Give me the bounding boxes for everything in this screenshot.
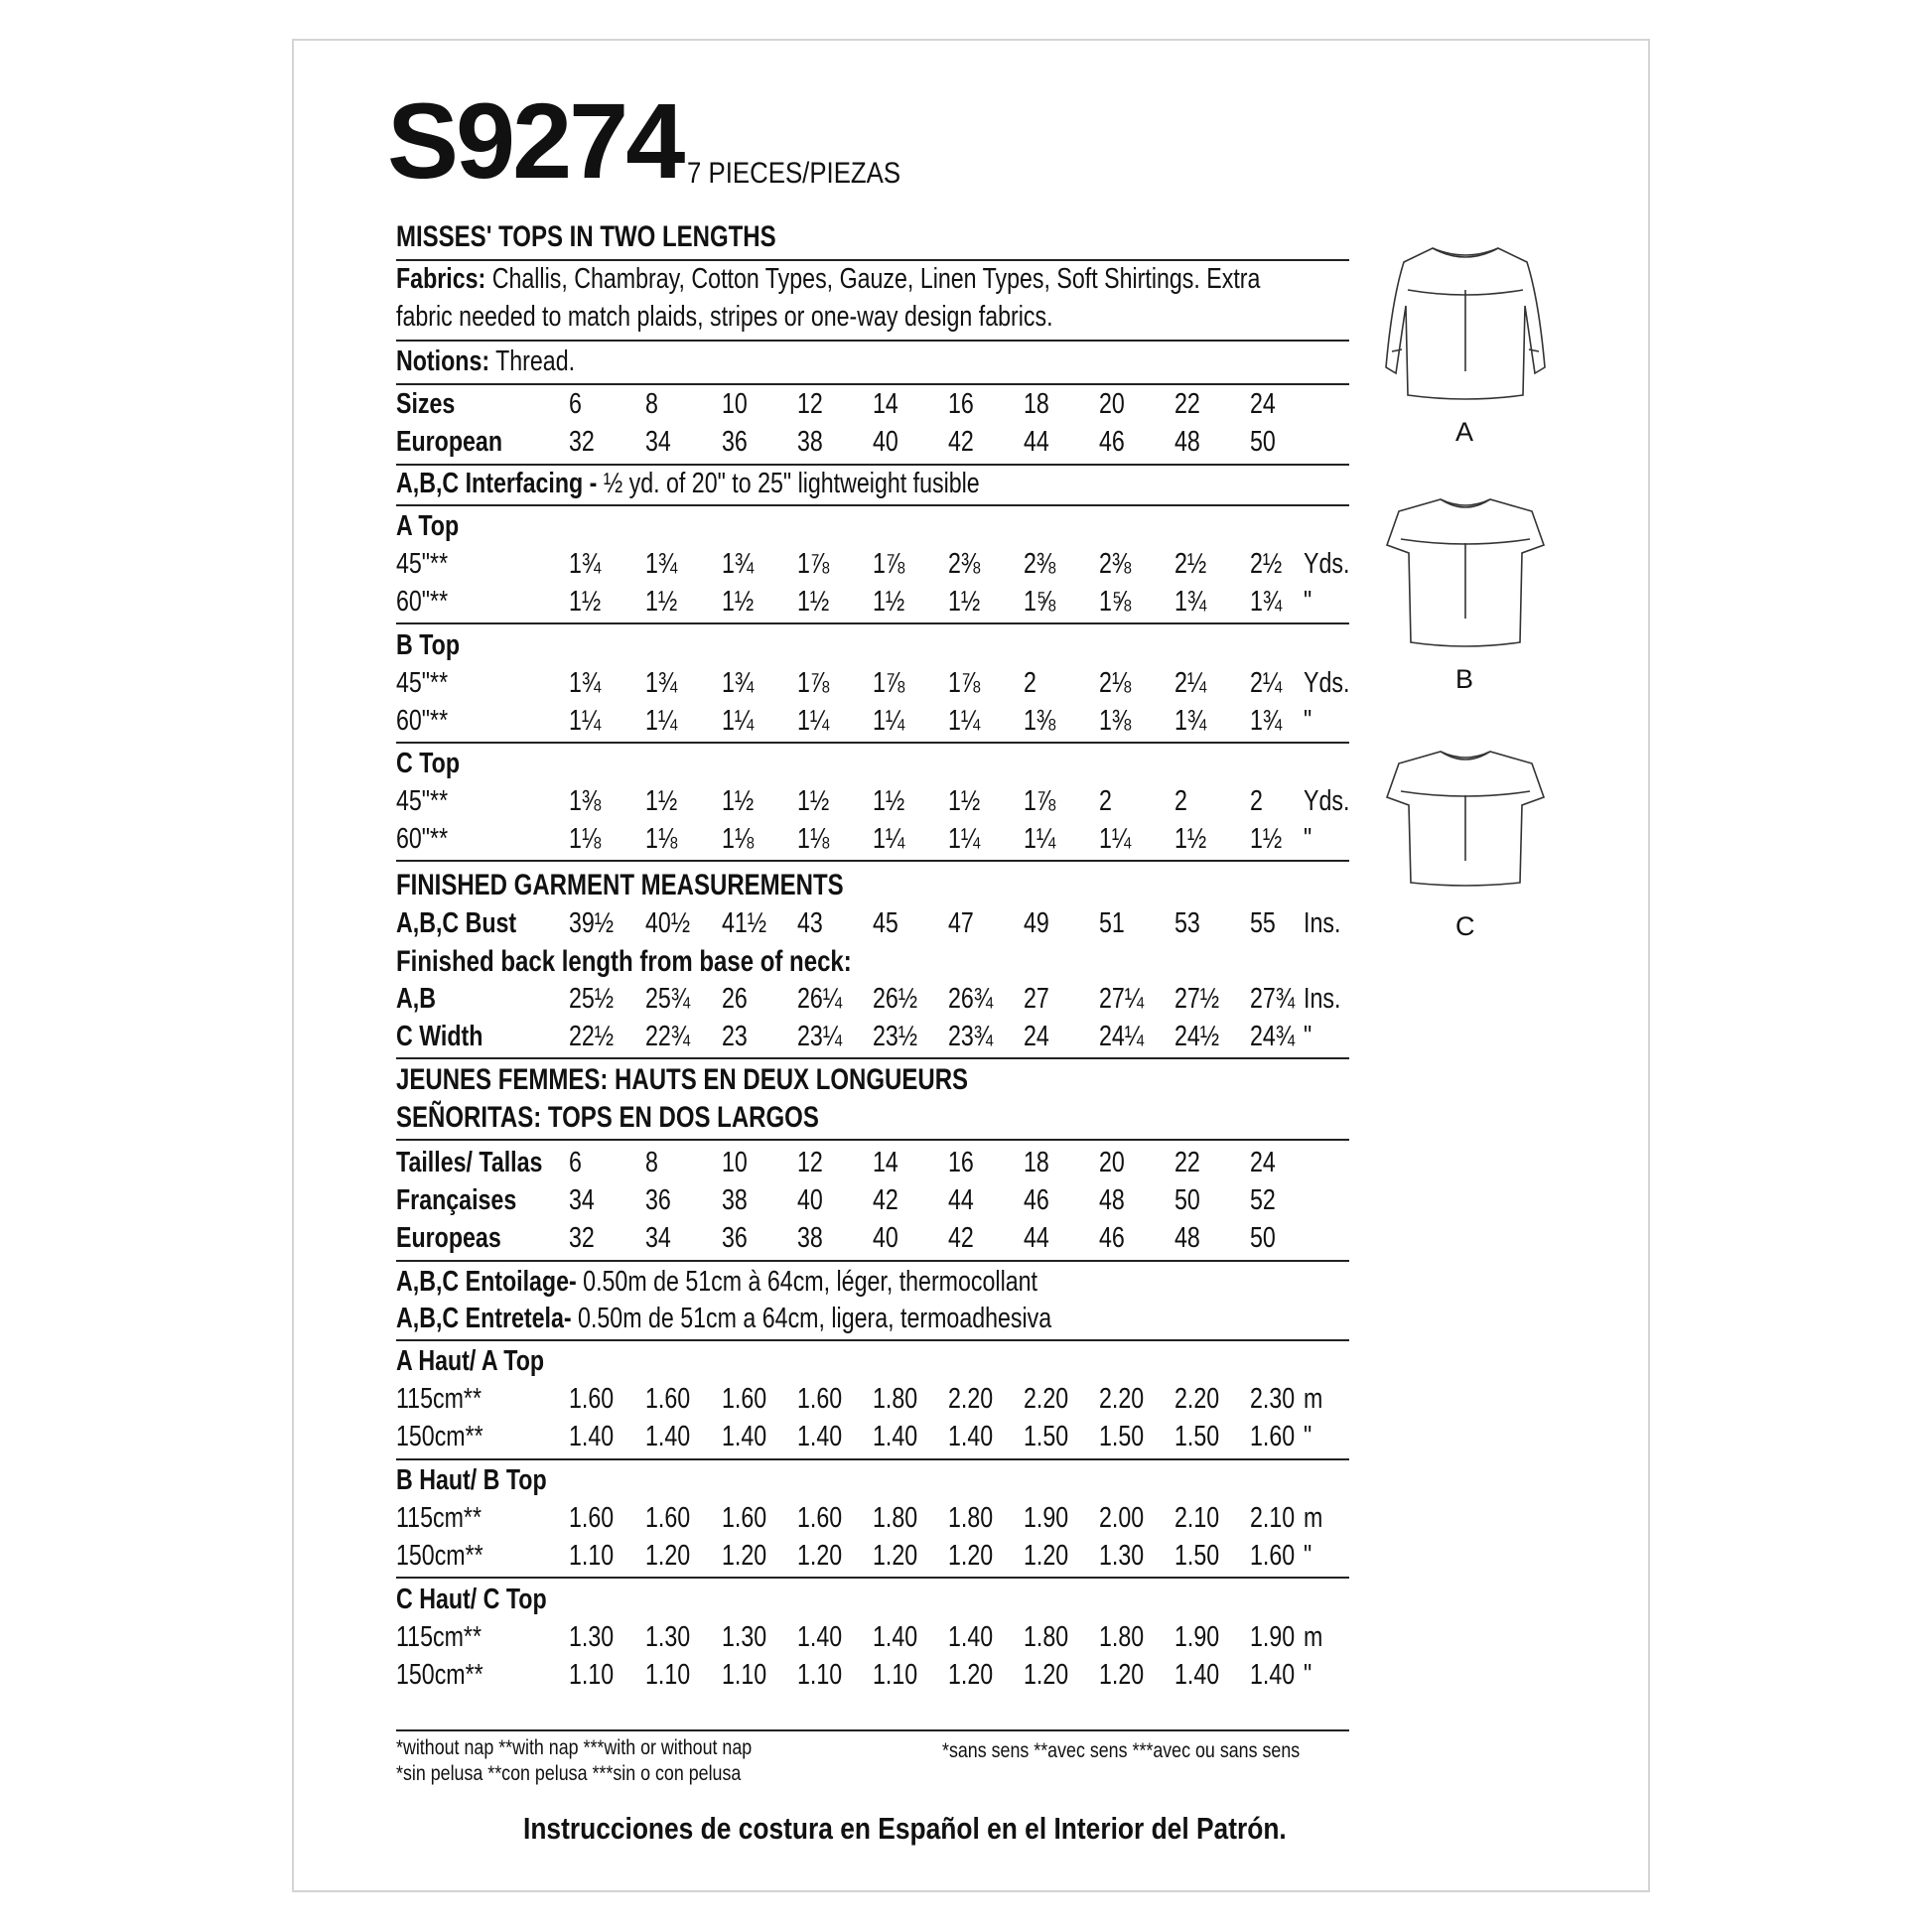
tailles-row-cell: 20 [1099,1147,1125,1178]
metric-row-cell: 2.20 [948,1383,994,1415]
yardage-row-cell: 1¼ [948,823,981,855]
tailles-row-label: Tailles/ Tallas [396,1147,543,1178]
bust-row-cell: 53 [1174,907,1200,939]
metric-row-cell: 1.20 [645,1540,691,1572]
metric-row-cell: 1.20 [1024,1659,1069,1691]
ab-length-row-cell: 26¾ [948,983,994,1015]
yardage-row-cell: 1½ [1174,823,1207,855]
tailles-row-cell: 24 [1250,1147,1276,1178]
yardage-row-unit: Yds. [1304,548,1350,580]
yardage-row-unit: " [1304,823,1312,855]
ab-length-row-cell: 27 [1024,983,1049,1015]
yardage-row-cell: 1⅛ [569,823,602,855]
ab-length-row-unit: Ins. [1304,983,1341,1015]
metric-row-cell: 1.40 [873,1621,918,1653]
ab-length-row-cell: 27¾ [1250,983,1296,1015]
metric-row-cell: 1.60 [645,1502,691,1534]
metric-row-cell: 2.30 [1250,1383,1296,1415]
yardage-row-cell: 1¾ [722,667,755,699]
metric-row-unit: " [1304,1540,1312,1572]
notions-label: Notions: [396,345,490,377]
divider [396,383,1349,385]
sizes-row-label: Sizes [396,388,456,420]
c-width-row-cell: 24¼ [1099,1021,1145,1052]
yardage-row-cell: 1¼ [1099,823,1132,855]
metric-row-cell: 1.50 [1174,1421,1220,1452]
metric-row-cell: 1.20 [722,1540,767,1572]
metric-row-cell: 2.10 [1250,1502,1296,1534]
metric-row-cell: 1.40 [1250,1659,1296,1691]
ab-length-row-cell: 26½ [873,983,918,1015]
divider [396,1577,1349,1579]
yardage-row-cell: 1¾ [1174,586,1207,618]
europeas-row-cell: 50 [1250,1222,1276,1254]
yardage-row-cell: 1⅞ [797,667,830,699]
europeas-row-cell: 42 [948,1222,974,1254]
metric-row-cell: 1.60 [1250,1540,1296,1572]
yardage-row-cell: 1¼ [948,705,981,737]
metric-row-cell: 1.40 [873,1421,918,1452]
bust-row-cell: 49 [1024,907,1049,939]
metric-row-cell: 1.40 [645,1421,691,1452]
yardage-row-cell: 1½ [645,586,678,618]
yardage-row-label: 45"** [396,785,449,817]
european-row-cell: 34 [645,426,671,458]
yardage-row-cell: 2¼ [1250,667,1283,699]
yardage-row-cell: 1¼ [722,705,755,737]
yardage-row-unit: " [1304,586,1312,618]
bust-row-cell: 45 [873,907,898,939]
ab-length-row-cell: 25½ [569,983,615,1015]
c-width-row-cell: 23¼ [797,1021,843,1052]
yardage-row-cell: 1¼ [797,705,830,737]
c-width-row-cell: 23 [722,1021,748,1052]
view-b-letter: B [1455,664,1474,694]
yardage-row-cell: 2⅜ [1024,548,1056,580]
divider [396,1458,1349,1460]
francaises-row-cell: 34 [569,1184,595,1216]
francaises-row-cell: 50 [1174,1184,1200,1216]
metric-row-cell: 1.40 [1174,1659,1220,1691]
metric-row-cell: 1.40 [948,1421,994,1452]
yardage-row-cell: 2½ [1174,548,1207,580]
metric-row-label: 115cm** [396,1502,482,1534]
yardage-row-label: 60"** [396,586,449,618]
yardage-row-cell: 1¾ [1174,705,1207,737]
c-width-row-cell: 22¾ [645,1021,691,1052]
metric-row-cell: 1.20 [797,1540,843,1572]
yardage-row-cell: 1½ [797,785,830,817]
entretela-line [396,1305,1051,1333]
yardage-row-cell: 1½ [1250,823,1283,855]
europeas-row-cell: 46 [1099,1222,1125,1254]
c-width-row-cell: 24½ [1174,1021,1220,1052]
metric-row-cell: 1.60 [1250,1421,1296,1452]
european-row-cell: 44 [1024,426,1049,458]
c-width-row-cell: 22½ [569,1021,615,1052]
yardage-row-cell: 1½ [722,586,755,618]
yardage-row-label: 45"** [396,548,449,580]
metric-row-cell: 1.80 [948,1502,994,1534]
metric-row-cell: 1.30 [645,1621,691,1653]
yardage-row-cell: 1½ [797,586,830,618]
divider [396,1339,1349,1341]
metric-row-label: 150cm** [396,1421,483,1452]
metric-row-cell: 2.20 [1174,1383,1220,1415]
european-row-cell: 48 [1174,426,1200,458]
metric-row-cell: 1.50 [1024,1421,1069,1452]
yardage-row-unit: Yds. [1304,667,1350,699]
metric-row-cell: 1.20 [873,1540,918,1572]
view-a-letter: A [1455,417,1474,447]
metric-row-cell: 1.30 [1099,1540,1145,1572]
europeas-row-cell: 34 [645,1222,671,1254]
bust-row-cell: 41½ [722,907,767,939]
francaises-row-cell: 38 [722,1184,748,1216]
francaises-row-cell: 46 [1024,1184,1049,1216]
bust-row-cell: 39½ [569,907,615,939]
entretela-label: A,B,C Entretela- [396,1303,572,1334]
metric-row-cell: 1.60 [569,1502,615,1534]
yardage-row-cell: 1⅞ [948,667,981,699]
metric-row-cell: 1.60 [797,1502,843,1534]
yardage-row-cell: 1¾ [1250,705,1283,737]
yardage-row-cell: 1¾ [569,667,602,699]
francaises-row-cell: 36 [645,1184,671,1216]
yardage-row-cell: 1⅜ [1024,705,1056,737]
yardage-row-cell: 1¼ [873,823,905,855]
yardage-row-cell: 2 [1250,785,1263,817]
yardage-row-cell: 2 [1174,785,1187,817]
metric-row-cell: 1.40 [797,1621,843,1653]
divider [396,340,1349,342]
metric-row-label: 115cm** [396,1621,482,1653]
european-row-cell: 38 [797,426,823,458]
yardage-row-cell: 2⅛ [1099,667,1132,699]
yardage-row-cell: 1⅞ [873,667,905,699]
yardage-row-cell: 1¾ [569,548,602,580]
metric-row-cell: 1.10 [569,1659,615,1691]
metric-row-cell: 2.00 [1099,1502,1145,1534]
francaises-row-cell: 48 [1099,1184,1125,1216]
metric-row-unit: m [1304,1621,1323,1653]
european-row-cell: 36 [722,426,748,458]
metric-row-cell: 1.10 [873,1659,918,1691]
entoilage-text: 0.50m de 51cm à 64cm, léger, thermocollant [576,1266,1037,1298]
footnote-english: *without nap **with nap ***with or without nap [396,1736,753,1759]
francaises-row-label: Françaises [396,1184,517,1216]
view-heading: B Top [396,629,460,661]
francaises-row-cell: 52 [1250,1184,1276,1216]
europeas-row-label: Europeas [396,1222,501,1254]
sizes-row-cell: 22 [1174,388,1200,420]
entoilage-label: A,B,C Entoilage- [396,1266,577,1298]
metric-row-cell: 1.20 [948,1659,994,1691]
ab-length-row-label: A,B [396,983,436,1015]
divider [396,742,1349,744]
ab-length-row-cell: 27½ [1174,983,1220,1015]
europeas-row-cell: 44 [1024,1222,1049,1254]
yardage-row-cell: 1½ [948,785,981,817]
view-heading: A Haut/ A Top [396,1345,545,1377]
yardage-row-cell: 2⅜ [948,548,981,580]
divider [396,259,1349,261]
metric-row-unit: " [1304,1421,1312,1452]
europeas-row-cell: 48 [1174,1222,1200,1254]
yardage-row-unit: Yds. [1304,785,1350,817]
sizes-row-cell: 12 [797,388,823,420]
yardage-row-cell: 1½ [948,586,981,618]
metric-row-cell: 1.90 [1024,1502,1069,1534]
tailles-row-cell: 14 [873,1147,898,1178]
tailles-row-cell: 22 [1174,1147,1200,1178]
fabrics-label: Fabrics: [396,263,486,295]
yardage-row-cell: 1⅛ [722,823,755,855]
divider [396,622,1349,624]
yardage-row-cell: 2¼ [1174,667,1207,699]
title-french: JEUNES FEMMES: HAUTS EN DEUX LONGUEURS [396,1063,969,1096]
sizes-row-cell: 6 [569,388,582,420]
europeas-row-cell: 38 [797,1222,823,1254]
metric-row-unit: m [1304,1383,1323,1415]
francaises-row-cell: 42 [873,1184,898,1216]
metric-row-cell: 1.30 [569,1621,615,1653]
metric-row-label: 150cm** [396,1659,483,1691]
metric-row-cell: 1.60 [722,1502,767,1534]
metric-row-cell: 1.10 [569,1540,615,1572]
metric-row-cell: 1.50 [1174,1540,1220,1572]
entretela-text: 0.50m de 51cm a 64cm, ligera, termoadhesiva [571,1303,1052,1334]
bust-row-cell: 43 [797,907,823,939]
francaises-row-cell: 44 [948,1184,974,1216]
metric-row-cell: 1.10 [645,1659,691,1691]
bust-row-cell: 55 [1250,907,1276,939]
yardage-row-cell: 1⅝ [1099,586,1132,618]
yardage-row-cell: 1½ [645,785,678,817]
yardage-row-cell: 2 [1099,785,1112,817]
metric-row-cell: 1.20 [1099,1659,1145,1691]
metric-row-label: 115cm** [396,1383,482,1415]
view-heading: C Top [396,748,460,779]
metric-row-cell: 1.80 [873,1383,918,1415]
metric-row-cell: 2.10 [1174,1502,1220,1534]
bust-row-unit: Ins. [1304,907,1341,939]
metric-row-cell: 1.50 [1099,1421,1145,1452]
divider [396,1139,1349,1141]
yardage-row-cell: 1⅛ [645,823,678,855]
yardage-row-cell: 1¾ [722,548,755,580]
divider [396,464,1349,466]
sizes-row-cell: 8 [645,388,658,420]
title-spanish: SEÑORITAS: TOPS EN DOS LARGOS [396,1101,819,1134]
metric-row-unit: " [1304,1659,1312,1691]
metric-row-cell: 1.60 [645,1383,691,1415]
european-row-label: European [396,426,502,458]
view-c-sketch [1383,746,1548,893]
metric-row-cell: 1.30 [722,1621,767,1653]
francaises-row-cell: 40 [797,1184,823,1216]
yardage-row-cell: 1¼ [569,705,602,737]
yardage-row-cell: 2½ [1250,548,1283,580]
europeas-row-cell: 40 [873,1222,898,1254]
metric-row-cell: 2.20 [1099,1383,1145,1415]
view-heading: B Haut/ B Top [396,1464,547,1496]
metric-row-cell: 1.40 [569,1421,615,1452]
sizes-row-cell: 20 [1099,388,1125,420]
yardage-row-label: 60"** [396,823,449,855]
metric-row-cell: 1.10 [722,1659,767,1691]
tailles-row-cell: 16 [948,1147,974,1178]
piece-count: 7 PIECES/PIEZAS [687,157,901,190]
european-row-cell: 32 [569,426,595,458]
ab-length-row-cell: 26¼ [797,983,843,1015]
european-row-cell: 42 [948,426,974,458]
divider [396,860,1349,862]
yardage-row-cell: 1½ [722,785,755,817]
tailles-row-cell: 10 [722,1147,748,1178]
yardage-row-cell: 1⅜ [1099,705,1132,737]
finished-measurements-heading: FINISHED GARMENT MEASUREMENTS [396,869,844,901]
pattern-number: S9274 [387,80,683,201]
divider [396,504,1349,506]
yardage-row-cell: 1⅝ [1024,586,1056,618]
metric-row-cell: 1.20 [948,1540,994,1572]
fabrics-text: Challis, Chambray, Cotton Types, Gauze, Linen Types, Soft Shirtings. Extra [485,263,1261,295]
divider [396,1057,1349,1059]
tailles-row-cell: 18 [1024,1147,1049,1178]
yardage-row-cell: 1¼ [1024,823,1056,855]
metric-row-cell: 1.90 [1174,1621,1220,1653]
yardage-row-label: 60"** [396,705,449,737]
bust-row-cell: 40½ [645,907,691,939]
yardage-row-label: 45"** [396,667,449,699]
footnote-spanish: *sin pelusa **con pelusa ***sin o con pelusa [396,1762,742,1785]
back-length-heading: Finished back length from base of neck: [396,945,852,978]
european-row-cell: 50 [1250,426,1276,458]
c-width-row-cell: 24¾ [1250,1021,1296,1052]
footnote-french: *sans sens **avec sens ***avec ou sans sens [942,1739,1301,1762]
metric-row-cell: 1.80 [1099,1621,1145,1653]
divider [396,1729,1349,1731]
c-width-row-unit: " [1304,1021,1312,1052]
metric-row-unit: m [1304,1502,1323,1534]
yardage-row-cell: 1⅛ [797,823,830,855]
metric-row-cell: 1.10 [797,1659,843,1691]
sizes-row-cell: 10 [722,388,748,420]
sizes-row-cell: 16 [948,388,974,420]
view-b-sketch [1383,493,1548,652]
sizes-row-cell: 14 [873,388,898,420]
metric-row-cell: 1.80 [1024,1621,1069,1653]
view-c-letter: C [1455,911,1475,941]
european-row-cell: 46 [1099,426,1125,458]
bust-row-label: A,B,C Bust [396,907,517,939]
yardage-row-cell: 1¾ [645,667,678,699]
metric-row-cell: 1.40 [722,1421,767,1452]
bust-row-cell: 51 [1099,907,1125,939]
notions-line [396,347,575,376]
metric-row-cell: 1.40 [948,1621,994,1653]
metric-row-cell: 1.20 [1024,1540,1069,1572]
european-row-cell: 40 [873,426,898,458]
yardage-row-cell: 1¼ [645,705,678,737]
yardage-row-cell: 1¾ [645,548,678,580]
view-a-sketch [1378,240,1553,409]
yardage-row-cell: 2⅜ [1099,548,1132,580]
yardage-row-cell: 1¾ [1250,586,1283,618]
interfacing-label: A,B,C Interfacing - [396,468,598,499]
c-width-row-label: C Width [396,1021,483,1052]
yardage-row-cell: 1⅞ [873,548,905,580]
fabrics-line-2: fabric needed to match plaids, stripes or one-way design fabrics. [396,301,1053,333]
yardage-row-cell: 1⅜ [569,785,602,817]
view-heading: C Haut/ C Top [396,1584,547,1615]
spanish-instructions-note: Instrucciones de costura en Español en el Interior del Patrón. [523,1811,1287,1846]
ab-length-row-cell: 25¾ [645,983,691,1015]
metric-row-cell: 1.60 [797,1383,843,1415]
yardage-row-cell: 2 [1024,667,1036,699]
yardage-row-unit: " [1304,705,1312,737]
ab-length-row-cell: 27¼ [1099,983,1145,1015]
yardage-row-cell: 1½ [873,785,905,817]
c-width-row-cell: 23½ [873,1021,918,1052]
c-width-row-cell: 23¾ [948,1021,994,1052]
tailles-row-cell: 12 [797,1147,823,1178]
yardage-row-cell: 1¼ [873,705,905,737]
notions-text: Thread. [489,345,576,377]
sizes-row-cell: 18 [1024,388,1049,420]
metric-row-cell: 1.40 [797,1421,843,1452]
yardage-row-cell: 1⅞ [797,548,830,580]
interfacing-text: ½ yd. of 20" to 25" lightweight fusible [597,468,980,499]
yardage-row-cell: 1⅞ [1024,785,1056,817]
tailles-row-cell: 8 [645,1147,658,1178]
europeas-row-cell: 36 [722,1222,748,1254]
divider [396,1260,1349,1262]
metric-row-cell: 1.60 [722,1383,767,1415]
bust-row-cell: 47 [948,907,974,939]
yardage-row-cell: 1½ [569,586,602,618]
tailles-row-cell: 6 [569,1147,582,1178]
metric-row-cell: 1.80 [873,1502,918,1534]
c-width-row-cell: 24 [1024,1021,1049,1052]
metric-row-cell: 1.90 [1250,1621,1296,1653]
entoilage-line [396,1268,1037,1297]
metric-row-cell: 2.20 [1024,1383,1069,1415]
metric-row-label: 150cm** [396,1540,483,1572]
yardage-row-cell: 1½ [873,586,905,618]
sizes-row-cell: 24 [1250,388,1276,420]
ab-length-row-cell: 26 [722,983,748,1015]
title-english: MISSES' TOPS IN TWO LENGTHS [396,220,776,253]
view-heading: A Top [396,510,460,542]
metric-row-cell: 1.60 [569,1383,615,1415]
europeas-row-cell: 32 [569,1222,595,1254]
interfacing-line [396,470,980,498]
fabrics-line-1 [396,265,1260,294]
